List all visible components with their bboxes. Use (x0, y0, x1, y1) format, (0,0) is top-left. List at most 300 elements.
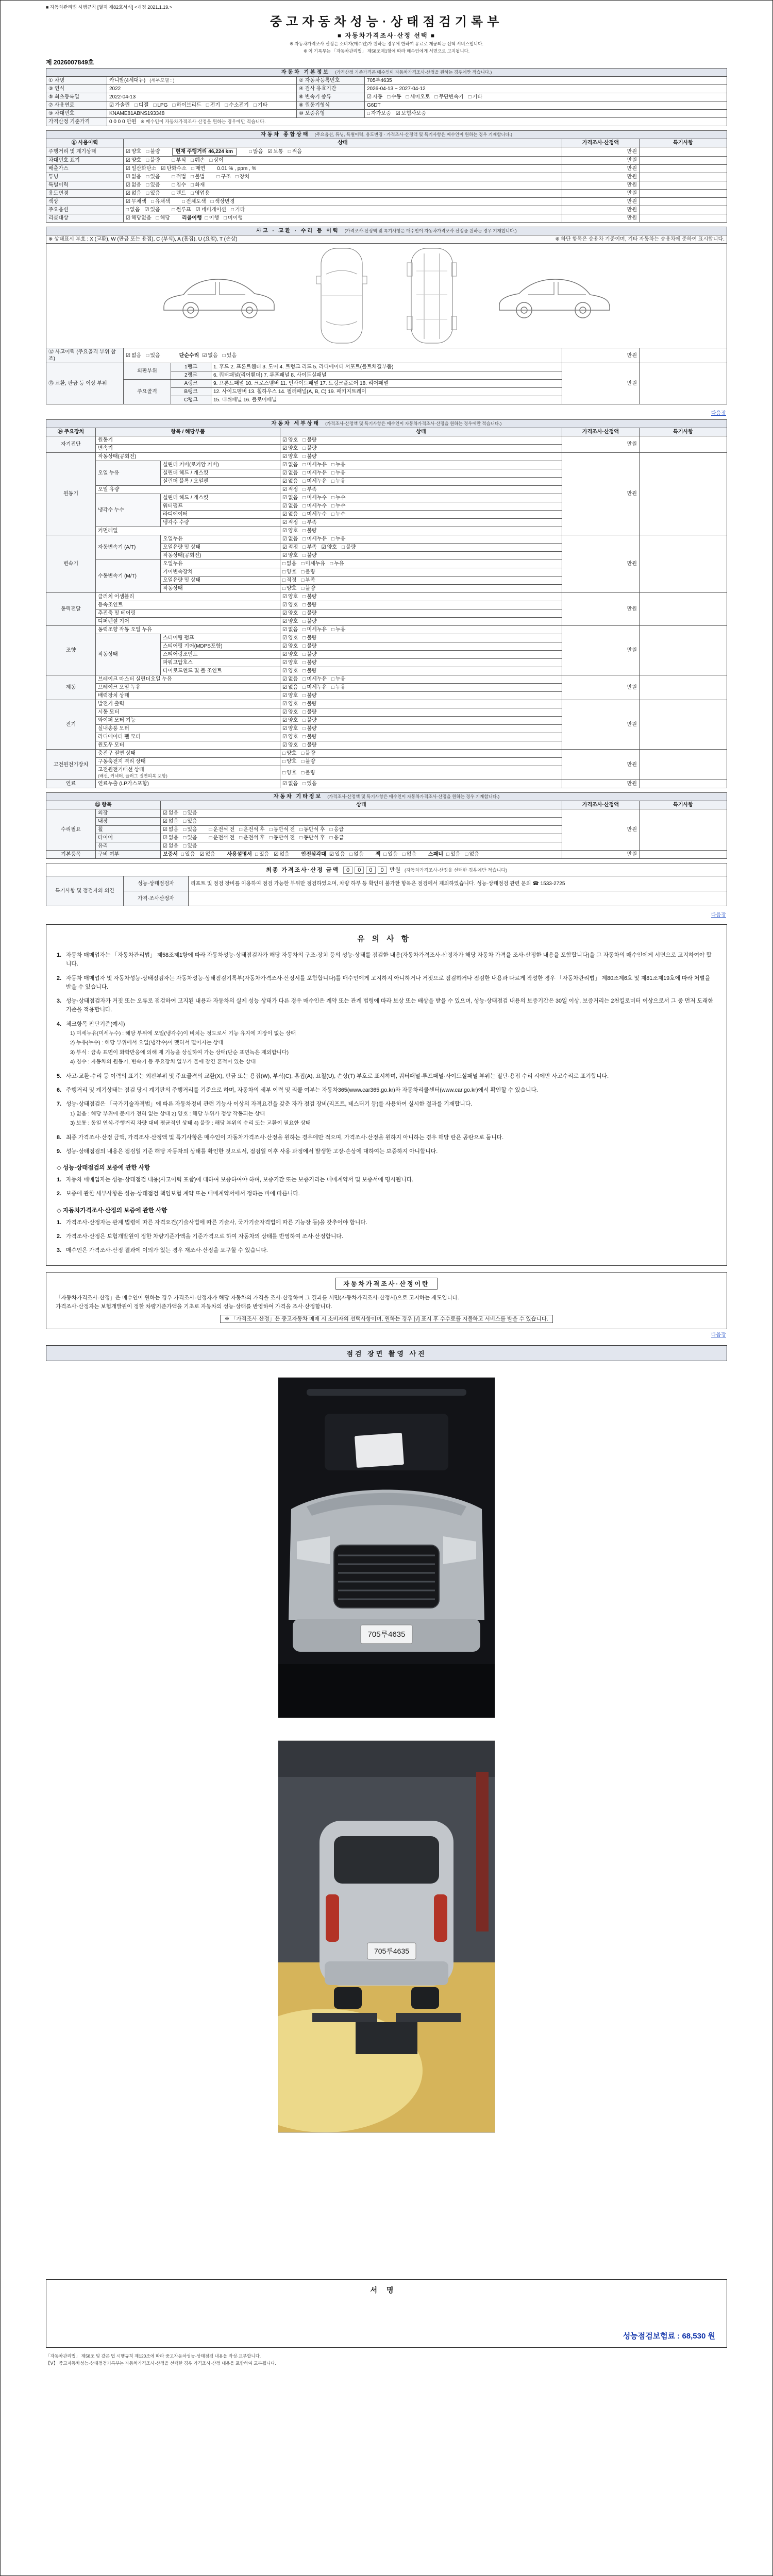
rank-label: A랭크 (171, 380, 211, 388)
status-cell (280, 593, 562, 601)
accident-history-row (46, 348, 727, 363)
notice-item (57, 1218, 716, 1227)
checkbox-option[interactable]: ☑ 있음 (144, 207, 160, 213)
checkbox-option[interactable]: □ 적음 (288, 149, 303, 155)
checkbox-option[interactable]: □ 미세누유 (303, 685, 327, 690)
checkbox-option[interactable]: ☑ 양호 (282, 611, 298, 616)
checkbox-option[interactable]: □ 양호 (282, 751, 297, 756)
checkbox-option[interactable]: ☑ 적정 (282, 545, 298, 550)
checkbox-unchecked-icon: □ (172, 174, 175, 180)
checkbox-option[interactable]: □ 미이행 (224, 215, 243, 221)
next-page-link[interactable]: 다음장 (711, 411, 726, 416)
checkbox-option[interactable]: ☑ 양호 (321, 545, 337, 550)
checkbox-option[interactable]: □ 누유 (331, 685, 346, 690)
checkbox-option[interactable]: □ 불량 (303, 437, 317, 443)
checkbox-option[interactable]: ☑ 일산화탄소 (126, 166, 157, 172)
checkbox-option[interactable]: □ 미세누수 (303, 495, 327, 501)
checkbox-option[interactable]: ☑ 양호 (282, 709, 298, 715)
checkbox-option[interactable]: □ 렌트 (172, 191, 187, 196)
checkbox-option[interactable]: □ 화재 (191, 182, 205, 188)
checkbox-option[interactable]: □ 양호 (282, 759, 297, 765)
checkbox-option[interactable]: □ 해당 (156, 215, 170, 221)
checkbox-option[interactable]: ☑ 양호 (282, 635, 298, 641)
part-label: 브레이크 마스터 실린더오일 누유 (96, 675, 280, 684)
checkbox-option[interactable]: ☑ 양호 (126, 158, 142, 163)
checkbox-checked-icon: ☑ (282, 718, 287, 723)
checkbox-unchecked-icon: □ (209, 827, 212, 833)
checkbox-option[interactable]: ☑ 없음 (126, 352, 142, 359)
checkbox-option[interactable]: □ 미세누유 (303, 676, 327, 682)
column-headers (46, 801, 727, 809)
checkbox-option[interactable]: □ 썬루프 (172, 207, 191, 213)
checkbox-option[interactable]: □ 기타 (253, 103, 268, 108)
checkbox-option[interactable]: ☑ 없음 (282, 470, 298, 476)
checkbox-option[interactable]: □ 불량 (303, 709, 317, 715)
remark-cell (639, 593, 727, 626)
checkbox-option[interactable]: □ 있음 (183, 835, 197, 841)
next-page-link[interactable]: 다음장 (711, 1332, 726, 1338)
checkbox-option[interactable]: ☑ 무채색 (126, 199, 146, 205)
part-label: 작동상태 (161, 585, 280, 593)
checkbox-option[interactable]: ☑ 없음 (282, 685, 298, 690)
checkbox-unchecked-icon: □ (191, 166, 194, 172)
checkbox-option[interactable]: □ 불량 (303, 619, 317, 624)
price-cell: 만원 (562, 157, 640, 165)
checkbox-option[interactable]: ☑ 양호 (282, 454, 298, 460)
checkbox-option[interactable]: ☑ 해당없음 (126, 215, 152, 221)
checkbox-option[interactable]: ☑ 양호 (282, 693, 298, 699)
checkbox-option[interactable]: □ 누유 (331, 536, 346, 542)
checkbox-option[interactable]: ☑ 없음 (126, 182, 142, 188)
checkbox-option[interactable]: ☑ 양호 (282, 528, 298, 534)
checkbox-option[interactable]: □ 동반석 후 (299, 827, 325, 833)
checkbox-option[interactable]: ☑ 적정 (282, 520, 298, 526)
checkbox-unchecked-icon: □ (224, 215, 227, 221)
checkbox-option[interactable]: ☑ 없음 (282, 503, 298, 509)
checkbox-option[interactable]: □ 부식 (172, 158, 187, 163)
checkbox-option[interactable]: □ 부족 (303, 487, 317, 493)
checkbox-unchecked-icon: □ (301, 561, 305, 567)
checkbox-checked-icon: ☑ (163, 827, 167, 833)
checkbox-option[interactable]: □ 불량 (146, 149, 160, 155)
checkbox-option[interactable]: ☑ 없음 (163, 843, 179, 850)
checkbox-option[interactable]: □ 있음 (183, 827, 197, 833)
checkbox-option[interactable]: □ 미세누유 (303, 462, 327, 468)
opinion-table (46, 876, 727, 906)
checkbox-option[interactable]: □ 운전석 후 (239, 835, 265, 841)
checkbox-option[interactable]: □ 이행 (205, 215, 219, 221)
checkbox-option[interactable]: □ 미세누유 (303, 627, 327, 633)
checkbox-option[interactable]: □ 불량 (301, 751, 315, 756)
checkbox-option[interactable]: □ 불량 (303, 652, 317, 657)
checkbox-unchecked-icon: □ (303, 734, 306, 740)
checkbox-option[interactable]: □ 없음 (126, 207, 140, 213)
checkbox-option[interactable]: □ 불량 (301, 569, 315, 575)
checkbox-option[interactable]: □ 있음 (303, 781, 317, 787)
checkbox-option[interactable]: □ 없음 (402, 852, 417, 858)
checkbox-option[interactable]: ☑ 양호 (282, 652, 298, 657)
checkbox-checked-icon: ☑ (282, 602, 287, 608)
checkbox-option[interactable]: □ 응급 (329, 835, 344, 841)
checkbox-option[interactable]: ☑ 양호 (282, 619, 298, 624)
checkbox-option[interactable]: ☑ 없음 (274, 852, 290, 858)
checkbox-unchecked-icon: □ (146, 149, 149, 155)
checkbox-unchecked-icon: □ (172, 103, 176, 108)
checkbox-option[interactable]: □ 불법 (191, 174, 205, 180)
checkbox-option[interactable]: □ 동반석 후 (299, 835, 325, 841)
checkbox-option[interactable]: □ 불량 (303, 446, 317, 451)
checkbox-option[interactable]: □ 누수 (331, 512, 346, 517)
status-cell (161, 826, 562, 834)
checkbox-option[interactable]: □ 장치 (235, 174, 250, 180)
checkbox-option[interactable]: □ 있음 (180, 852, 195, 858)
checkbox-option[interactable]: □ 불량 (301, 770, 315, 776)
checkbox-unchecked-icon: □ (191, 158, 194, 163)
checkbox-checked-icon: ☑ (163, 835, 167, 841)
checkbox-option[interactable]: □ 미세누유 (303, 470, 327, 476)
checkbox-option[interactable]: □ 미세누유 (303, 479, 327, 484)
checkbox-option[interactable]: □ 양호 (282, 770, 297, 776)
checkbox-unchecked-icon: □ (183, 810, 187, 817)
status-cell (124, 214, 562, 223)
checkbox-unchecked-icon: □ (303, 709, 306, 715)
item-label: 차대번호 표기 (46, 157, 124, 165)
checkbox-option[interactable]: □ 적법 (172, 174, 187, 180)
checkbox-option[interactable]: □ 부족 (303, 520, 317, 526)
checkbox-unchecked-icon: □ (303, 660, 306, 666)
checkbox-option[interactable]: ☑ 탄화수소 (161, 166, 187, 172)
checkbox-option[interactable]: ☑ 없음 (282, 536, 298, 542)
checkbox-option[interactable]: □ 있음 (222, 352, 237, 359)
next-page-link[interactable]: 다음장 (711, 912, 726, 919)
checkbox-option[interactable]: □ 미세누유 (303, 536, 327, 542)
checkbox-option[interactable]: ☑ 없음 (163, 827, 179, 833)
checkbox-option[interactable]: □ 없음 (465, 852, 479, 858)
checkbox-option[interactable]: ☑ 없음 (163, 819, 179, 825)
checkbox-unchecked-icon: □ (183, 819, 187, 825)
checkbox-option[interactable]: □ 누수 (331, 495, 346, 501)
notice-item-text: 체크항목 판단기준(예시) 1) 미세누유(미세누수) : 해당 부위에 오일(냉각수)이 비치는 정도로서 기능 유지에 지장이 없는 상태 2) 누유(누수) : 해당 부위에서 오일(냉각수)이 맺혀서 떨어지는 상태 3) 부식 : 금속 표면이 화학반응에 의해 제 기능을 상실하여 가는 상태(단순 표면녹은 제외합니다) 4) 침수 : 자동차의 원동기, 변속기 등 주요장치 일부가 물에 잠긴 흔적이 있는 상태 (66, 1020, 716, 1067)
remark-cell (640, 157, 727, 165)
checkbox-option[interactable]: □ 불량 (303, 611, 317, 616)
checkbox-option[interactable]: □ 전기 (206, 103, 221, 108)
checkbox-option[interactable]: □ 누유 (331, 462, 346, 468)
checkbox-option[interactable]: ☑ 양호 (282, 446, 298, 451)
segment-label: 사용설명서 (227, 852, 252, 858)
checkbox-option[interactable]: ☑ 없음 (282, 627, 298, 633)
notice-item-text: 성능·상태점검의 내용은 점검일 기준 해당 자동차의 상태를 확인한 것으로서, 점검일 이후 사용 과정에서 발생한 고장·손상에 대하여는 보증하지 아니합니다. (66, 1148, 438, 1155)
checkbox-option[interactable]: □ 부족 (303, 545, 317, 550)
notice-item (57, 1147, 716, 1156)
notice-sub-item: 4) 침수 : 자동차의 원동기, 변속기 등 주요장치 일부가 물에 잠긴 흔적이 있는 상태 (70, 1059, 256, 1065)
field-value (365, 93, 727, 101)
checkbox-option[interactable]: □ 동반석 전 (269, 835, 295, 841)
final-price-section (46, 863, 727, 906)
checkbox-option[interactable]: □ 불량 (303, 734, 317, 740)
checkbox-option[interactable]: □ 기타 (468, 94, 483, 100)
checkbox-option[interactable]: □ 미세누유 (301, 561, 326, 567)
field-value: 0 0 0 0 만원 ※ 매수인이 자동차가격조사·산정을 원하는 경우에만 적습니다. (107, 118, 727, 126)
checkbox-option[interactable]: □ 불량 (303, 643, 317, 649)
checkbox-unchecked-icon: □ (301, 586, 305, 591)
checkbox-option[interactable]: □ 훼손 (191, 158, 205, 163)
checkbox-option[interactable]: ☑ 없음 (126, 174, 142, 180)
notice-item-text: 가격조사·산정은 보험개발원이 정한 차량기준가액을 기준가격으로 하여 자동차의 상태를 반영하여 조사·산정합니다. (66, 1233, 343, 1240)
checkbox-checked-icon: ☑ (282, 726, 287, 732)
checkbox-checked-icon: ☑ (282, 693, 287, 699)
checkbox-option[interactable]: □ 불량 (303, 742, 317, 748)
checkbox-option[interactable]: ☑ 양호 (282, 718, 298, 723)
checkbox-option[interactable]: □ 불량 (303, 693, 317, 699)
checkbox-option[interactable]: □ 구조 (216, 174, 231, 180)
checkbox-option[interactable]: □ 적정 (282, 578, 297, 583)
checkbox-option[interactable]: □ 불량 (341, 545, 356, 550)
checkbox-option[interactable]: □ 있음 (446, 852, 461, 858)
checkbox-option[interactable]: ☑ 없음 (282, 495, 298, 501)
checkbox-option[interactable]: □ 있음 (146, 174, 160, 180)
remark-cell (640, 181, 727, 190)
checkbox-option[interactable]: □ 불량 (303, 594, 317, 600)
checkbox-option[interactable]: □ 불량 (303, 718, 317, 723)
checkbox-unchecked-icon: □ (222, 352, 226, 359)
price-digit-box: 0 (366, 867, 375, 874)
photo-section-title: 점검 장면 촬영 사진 (46, 1345, 727, 1361)
checkbox-checked-icon: ☑ (282, 528, 287, 534)
price-unit: 만원 (389, 867, 400, 874)
checkbox-option[interactable]: ☑ 보험사보증 (395, 111, 426, 116)
remark-cell (640, 165, 727, 173)
checkbox-option[interactable]: □ 운전석 전 (209, 835, 235, 841)
checkbox-option[interactable]: ☑ 양호 (282, 668, 298, 674)
checkbox-unchecked-icon: □ (146, 352, 149, 359)
checkbox-checked-icon: ☑ (282, 611, 287, 616)
remark-cell (640, 198, 727, 206)
checkbox-option[interactable]: □ 없음 (282, 561, 297, 567)
checkbox-option[interactable]: □ 있음 (146, 182, 160, 188)
segment-label: 보증서 (163, 852, 178, 858)
checkbox-option[interactable]: □ 누유 (331, 676, 346, 682)
checkbox-option[interactable]: □ 불량 (303, 701, 317, 707)
price-cell: 만원 (562, 535, 639, 593)
checkbox-option[interactable]: ☑ 없음 (199, 852, 215, 858)
checkbox-option[interactable]: □ 누수 (331, 503, 346, 509)
part-label: 워터펌프 (161, 502, 280, 511)
notice-item (57, 1100, 716, 1128)
item-label: 특별이력 (46, 181, 124, 190)
checkbox-option[interactable]: ☑ 네비게이션 (195, 207, 226, 213)
checkbox-option[interactable]: □ 양호 (282, 586, 297, 591)
price-digit-box: 0 (355, 867, 364, 874)
checkbox-option[interactable]: □ 응급 (329, 827, 344, 833)
checkbox-option[interactable]: ☑ 없음 (282, 462, 298, 468)
checkbox-option[interactable]: □ 세미오토 (406, 94, 430, 100)
notice-sub-item: 3) 보통 : 동일 연식·주행거리 차량 대비 평균적인 상태 4) 불량 : 해당 부위의 수리 또는 교환이 필요한 상태 (70, 1121, 311, 1127)
detail-row (46, 535, 727, 544)
checkbox-option[interactable]: ☑ 자동 (367, 94, 383, 100)
checkbox-option[interactable]: ☑ 없음 (282, 781, 298, 787)
checkbox-option[interactable]: □ 불량 (303, 726, 317, 732)
checkbox-option[interactable]: □ 운전석 전 (209, 827, 235, 833)
field-value: G6DT (365, 101, 727, 110)
checkbox-option[interactable]: ☑ 양호 (282, 726, 298, 732)
checkbox-option[interactable]: □ 없음 (349, 852, 364, 858)
status-cell (280, 651, 562, 659)
checkbox-option[interactable]: ☑ 없음 (163, 835, 179, 841)
checkbox-option[interactable]: □ 있음 (146, 191, 160, 196)
checkbox-option[interactable]: ☑ 있음 (329, 852, 345, 858)
checkbox-unchecked-icon: □ (303, 495, 306, 501)
opinion-row (46, 891, 727, 906)
checkbox-option[interactable]: □ 누유 (331, 470, 346, 476)
checkbox-option[interactable]: □ 많음 (249, 149, 263, 155)
checkbox-checked-icon: ☑ (282, 635, 287, 641)
checkbox-unchecked-icon: □ (282, 578, 286, 583)
checkbox-checked-icon: ☑ (144, 207, 149, 213)
checkbox-unchecked-icon: □ (191, 191, 194, 196)
checkbox-option[interactable]: □ 불량 (303, 553, 317, 558)
checkbox-option[interactable]: ☑ 없음 (282, 512, 298, 517)
segment-label: 잭 (375, 852, 381, 858)
checkbox-option[interactable]: □ 상이 (209, 158, 224, 163)
checkbox-option[interactable]: □ 불량 (303, 668, 317, 674)
part-label: 실린더 커버(로커암 커버) (161, 461, 280, 469)
status-cell (280, 626, 562, 634)
header-note-1: ※ 자동차가격조사·산정은 소비자(매수인)가 원하는 경우에 한하여 유료로 제공되는 선택 서비스입니다. (290, 41, 483, 46)
part-label: 원동기 (96, 436, 280, 445)
checkbox-option[interactable]: □ 운전석 후 (239, 827, 265, 833)
checkbox-option[interactable]: □ 있음 (183, 819, 197, 825)
checkbox-option[interactable]: □ 있음 (146, 352, 160, 359)
part-label: 등속조인트 (96, 601, 280, 609)
checkbox-option[interactable]: ☑ 적정 (282, 487, 298, 493)
part-label: 와이퍼 모터 기능 (96, 717, 280, 725)
segment-label: 안전삼각대 (301, 852, 326, 858)
checkbox-unchecked-icon: □ (282, 586, 286, 591)
checkbox-option[interactable]: □ 불량 (301, 759, 315, 765)
checkbox-option[interactable]: □ 양호 (282, 569, 297, 575)
checkbox-option[interactable]: □ 있음 (383, 852, 398, 858)
sub-group-label: 수동변속기 (M/T) (96, 560, 161, 593)
checkbox-option[interactable]: □ 매연 (191, 166, 206, 172)
checkbox-option[interactable]: □ 무단변속기 (434, 94, 464, 100)
notice-item-text: 주행거리 및 계기상태는 점검 당시 계기판의 주행거리를 기준으로 하며, 자동차의 세부 이력 및 리콜 여부는 자동차365(www.car365.go.kr)와 자동차리콜센터(www.car.go.kr)에서 확인할 수 있습니다. (66, 1087, 538, 1094)
checkbox-option[interactable]: ☑ 보통 (267, 149, 283, 155)
checkbox-option[interactable]: □ 있음 (255, 852, 270, 858)
checkbox-option[interactable]: ☑ 없음 (202, 352, 218, 359)
checkbox-option[interactable]: □ 침수 (172, 182, 187, 188)
checkbox-unchecked-icon: □ (249, 149, 253, 155)
checkbox-option[interactable]: ☑ 없음 (282, 479, 298, 484)
checkbox-option[interactable]: ☑ 양호 (282, 701, 298, 707)
checkbox-option[interactable]: □ 디젤 (134, 103, 149, 108)
page-subtitle: ■ 자동차가격조사·산정 선택 ■ (337, 32, 435, 39)
checkbox-option[interactable]: □ 불량 (146, 158, 160, 163)
checkbox-option[interactable]: □ 색상변경 (210, 199, 235, 205)
part-label: 충전구 절연 상태 (96, 750, 280, 758)
checkbox-option[interactable]: □ 하이브리드 (172, 103, 201, 108)
checkbox-option[interactable]: □ 있음 (183, 843, 197, 850)
checkbox-option[interactable]: □ 기타 (230, 207, 245, 213)
notice-item-text: 자동차 매매업자는 성능·상태점검 내용(사고이력 포함)에 대하여 보증하여야 하며, 보증기간 또는 보증거리는 매매계약서 및 보증서에 명시됩니다. (66, 1177, 414, 1183)
sub-group-label: 오일 누유 (96, 461, 161, 486)
checkbox-option[interactable]: □ 불량 (303, 660, 317, 666)
checkbox-unchecked-icon: □ (183, 843, 187, 850)
item-label: 배출가스 (46, 165, 124, 173)
status-cell (280, 585, 562, 593)
device-label: 전기 (46, 700, 96, 750)
column-header: 가격조사·산정액 (562, 139, 640, 147)
checkbox-option[interactable]: □ 자가보증 (367, 111, 391, 116)
checkbox-option[interactable]: ☑ 양호 (282, 734, 298, 740)
checkbox-option[interactable]: □ 있음 (183, 810, 197, 817)
checkbox-option[interactable]: ☑ 양호 (282, 594, 298, 600)
checkbox-option[interactable]: □ 부족 (301, 578, 315, 583)
parts-list: 6. 쿼터패널(리어휀더) 7. 루프패널 8. 사이드실패널 (211, 371, 562, 380)
checkbox-option[interactable]: □ 영업용 (191, 191, 210, 196)
checkbox-unchecked-icon: □ (153, 103, 157, 108)
checkbox-option[interactable]: □ 누유 (331, 479, 346, 484)
checkbox-option[interactable]: □ 누유 (331, 627, 346, 633)
checkbox-option[interactable]: □ 불량 (301, 586, 315, 591)
checkbox-unchecked-icon: □ (303, 512, 306, 517)
part-label: 오일 유량 (96, 486, 280, 494)
item-label: 구비 여부 (96, 851, 161, 859)
price-cell: 만원 (562, 436, 639, 453)
checkbox-option[interactable]: □ 불량 (303, 528, 317, 534)
checkbox-option[interactable]: ☑ 없음 (282, 676, 298, 682)
checkbox-option[interactable]: □ 동반석 전 (269, 827, 295, 833)
checkbox-option[interactable]: ☑ 가솔린 (109, 103, 130, 108)
checkbox-option[interactable]: □ 미세누수 (303, 512, 327, 517)
checkbox-option[interactable]: □ 유채색 (150, 199, 170, 205)
checkbox-option[interactable]: □ 불량 (303, 602, 317, 608)
checkbox-option[interactable]: ☑ 양호 (282, 660, 298, 666)
checkbox-option[interactable]: □ 미세누수 (303, 503, 327, 509)
status-cell (124, 206, 562, 214)
checkbox-option[interactable]: ☑ 양호 (126, 149, 142, 155)
part-label: 실린더 헤드 / 개스킷 (161, 469, 280, 478)
item-label: 타이어 (96, 834, 161, 842)
segment-text: 0.01 % , ppm , % (217, 166, 257, 172)
checkbox-option[interactable]: ☑ 없음 (163, 810, 179, 817)
checkbox-unchecked-icon: □ (331, 503, 335, 509)
field-label: ⑦ 사용연료 (46, 101, 107, 110)
checkbox-option[interactable]: □ 불량 (303, 454, 317, 460)
checkbox-option[interactable]: ☑ 양호 (282, 553, 298, 558)
checkbox-option[interactable]: ☑ 양호 (282, 643, 298, 649)
checkbox-option[interactable]: □ 전체도색 (181, 199, 206, 205)
checkbox-option[interactable]: ☑ 양호 (282, 742, 298, 748)
checkbox-option[interactable]: □ LPG (153, 103, 168, 108)
checkbox-unchecked-icon: □ (205, 215, 208, 221)
checkbox-unchecked-icon: □ (269, 835, 273, 841)
basic-row (46, 101, 727, 110)
part-label: 커먼레일 (96, 527, 280, 535)
checkbox-unchecked-icon: □ (468, 94, 472, 100)
checkbox-option[interactable]: □ 누유 (330, 561, 344, 567)
checkbox-checked-icon: ☑ (282, 553, 287, 558)
signature-title: 서명 (370, 2285, 403, 2294)
checkbox-option[interactable]: ☑ 양호 (282, 602, 298, 608)
checkbox-option[interactable]: □ 불량 (303, 635, 317, 641)
part-label: 변속기 (96, 445, 280, 453)
notice-item (57, 974, 716, 992)
status-cell (280, 511, 562, 519)
checkbox-option[interactable]: □ 수동 (387, 94, 401, 100)
checkbox-option[interactable]: ☑ 없음 (126, 191, 142, 196)
checkbox-option[interactable]: □ 수소전기 (225, 103, 249, 108)
checkbox-option[interactable]: ☑ 양호 (282, 437, 298, 443)
